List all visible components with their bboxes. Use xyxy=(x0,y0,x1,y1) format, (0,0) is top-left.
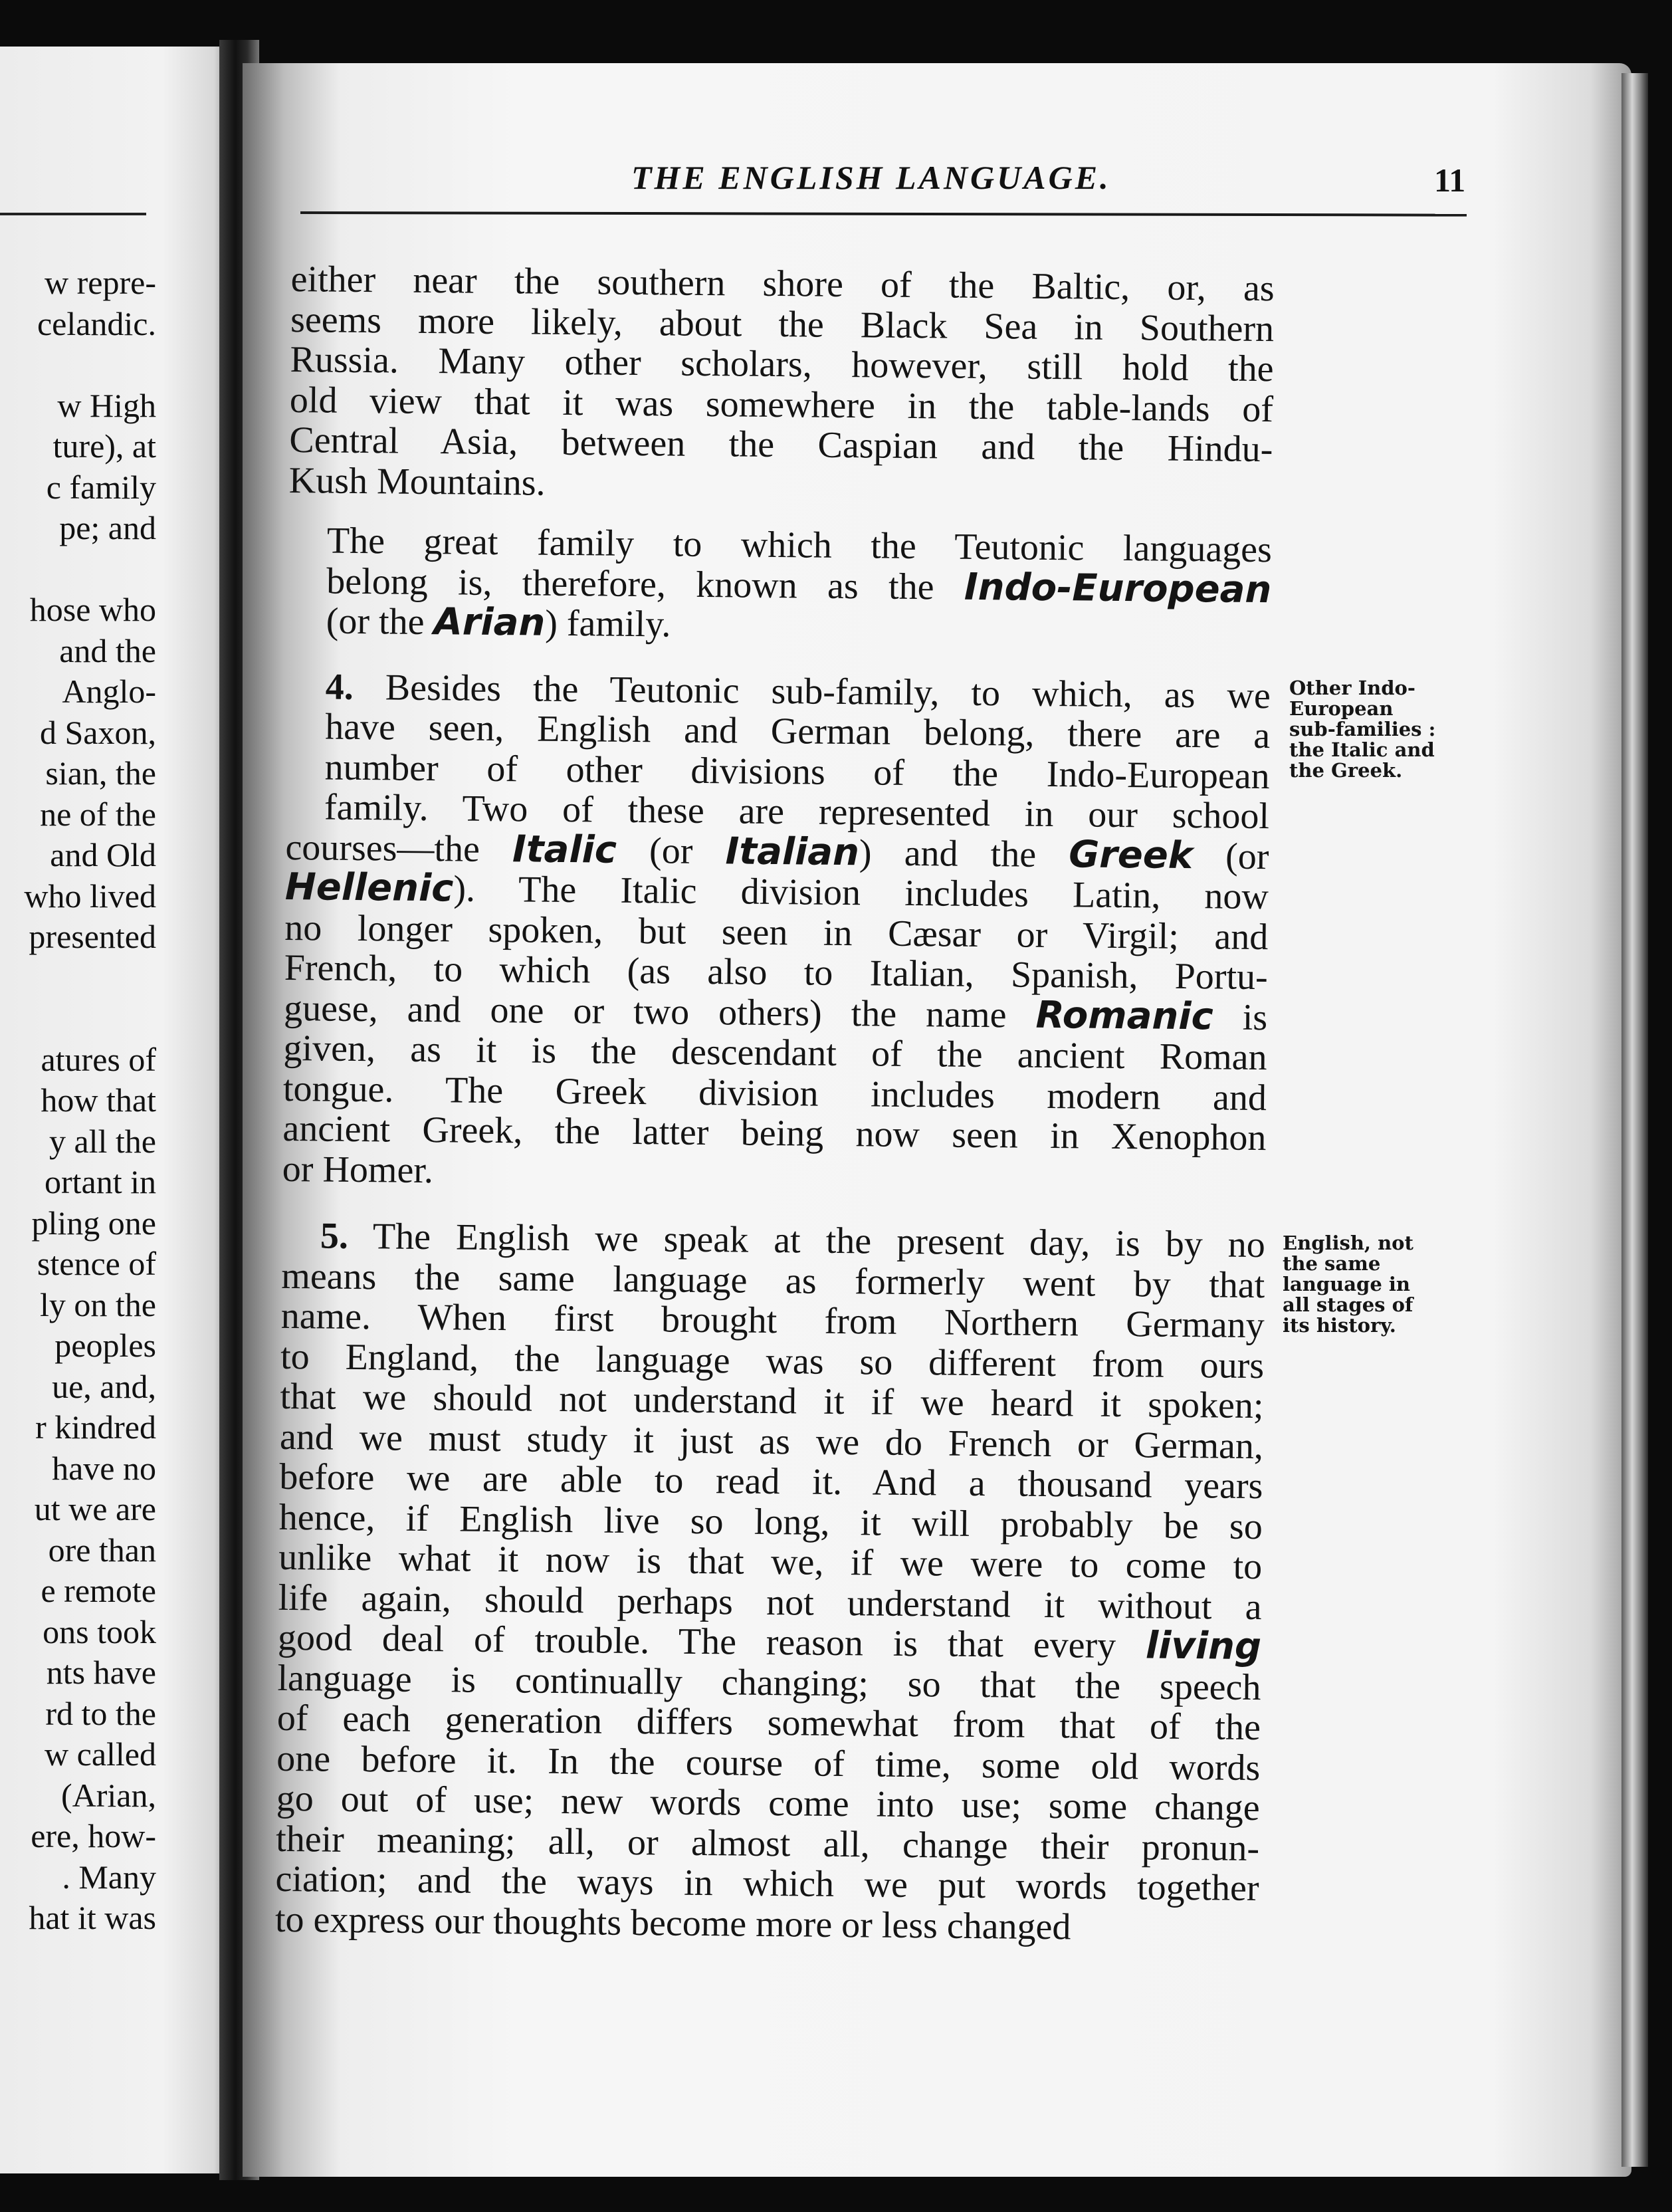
left-page-line: stence of xyxy=(37,1245,156,1282)
left-page-line: w High xyxy=(57,386,156,424)
margin-note-line: the same xyxy=(1283,1252,1381,1275)
text-line: of each generation differs somewhat from that of the xyxy=(276,1697,1261,1749)
left-page-line: how that xyxy=(41,1081,156,1119)
text-line: old view that it was somewhere in the table-lands of xyxy=(289,379,1274,430)
margin-note-line: the Italic and xyxy=(1289,738,1435,761)
term-hellenic: Hellenic xyxy=(284,865,454,911)
text-line: either near the southern shore of the Baltic, or, as xyxy=(290,259,1275,310)
left-page-line: e remote xyxy=(41,1572,156,1609)
text-line: tongue. The Greek division includes modern and xyxy=(282,1067,1267,1119)
text-line: life again, should perhaps not understand it without a xyxy=(278,1577,1262,1628)
text-line: family. Two of these are represented in our school xyxy=(324,786,1270,837)
term-italic: Italic xyxy=(512,827,617,872)
text-line: name. When first brought from Northern Germany xyxy=(280,1295,1265,1347)
text-line: go out of use; new words come into use; some change xyxy=(276,1777,1260,1829)
margin-note-line: its history. xyxy=(1283,1314,1396,1337)
paragraph-continued xyxy=(289,259,1275,510)
left-page-line: ne of the xyxy=(40,795,156,833)
left-page-line: hose who xyxy=(29,591,156,628)
text-line: belong is, therefore, known as the Indo-European xyxy=(326,560,1272,611)
margin-note-line: English, not xyxy=(1283,1232,1413,1254)
left-page-line: c family xyxy=(46,468,156,506)
text-line: given, as it is the descendant of the ancient Roman xyxy=(283,1027,1267,1079)
section-number-5: 5. xyxy=(320,1215,349,1257)
margin-note-english-history xyxy=(1283,1233,1413,1336)
text-line: unlike what it now is that we, if we were to come to xyxy=(278,1536,1263,1588)
margin-note-line: Other Indo- xyxy=(1289,677,1415,699)
text-line: 4. Besides the Teutonic sub-family, to which, as we xyxy=(325,666,1271,717)
left-page-head-rule xyxy=(0,213,146,215)
text-line: that we should not understand it if we heard it spoken; xyxy=(280,1375,1264,1427)
text-line: guese, and one or two others) the name Romanic is xyxy=(283,987,1268,1038)
left-page-line: ly on the xyxy=(40,1285,156,1323)
text-line: The great family to which the Teutonic languages xyxy=(326,520,1273,571)
left-page-line: (Arian, xyxy=(61,1776,156,1814)
section-number-4: 4. xyxy=(325,666,354,708)
text-line: before we are able to read it. And a thousand years xyxy=(279,1456,1263,1507)
paragraph-indo-european xyxy=(287,520,1272,651)
text-line: their meaning; all, or almost all, change their pronun- xyxy=(275,1818,1260,1869)
text-line: good deal of trouble. The reason is that every living xyxy=(277,1616,1262,1669)
left-page-line: ons took xyxy=(43,1612,156,1650)
left-page-line: ortant in xyxy=(44,1163,156,1200)
left-page-line: d Saxon, xyxy=(40,713,156,751)
text-line: Hellenic). The Italic division includes Latin, now xyxy=(284,865,1269,918)
page-number: 11 xyxy=(1434,162,1466,199)
text-line: Kush Mountains. xyxy=(288,459,546,504)
left-page-line: peoples xyxy=(54,1327,156,1364)
left-page-line: y all the xyxy=(49,1122,156,1160)
section-4 xyxy=(282,666,1271,1198)
text-line: hence, if English live so long, it will probably be so xyxy=(278,1496,1263,1547)
text-line: Russia. Many other scholars, however, still hold the xyxy=(290,338,1274,390)
section-5 xyxy=(275,1216,1265,1949)
left-page-line: . Many xyxy=(62,1858,156,1896)
term-romanic: Romanic xyxy=(1035,993,1214,1038)
margin-note-line: all stages of xyxy=(1283,1293,1413,1316)
left-page-line: hat it was xyxy=(29,1899,156,1936)
text-line: 5. The English we speak at the present day, is by no xyxy=(320,1215,1266,1266)
running-head: THE ENGLISH LANGUAGE. xyxy=(631,159,1111,196)
left-page-line: ere, how- xyxy=(31,1817,156,1854)
left-page-line: w repre- xyxy=(45,264,156,301)
text-line: means the same language as formerly went by that xyxy=(281,1255,1265,1306)
margin-note-line: sub-families : xyxy=(1289,718,1436,740)
text-line: or Homer. xyxy=(282,1148,434,1191)
left-page-line: Anglo- xyxy=(62,673,156,710)
text-line: ancient Greek, the latter being now seen in Xenophon xyxy=(282,1107,1267,1159)
text-line: no longer spoken, but seen in Cæsar or Virgil; and xyxy=(284,907,1269,958)
left-page-line: celandic. xyxy=(37,304,156,342)
term-indo-european: Indo-European xyxy=(964,565,1272,611)
term-greek: Greek xyxy=(1068,832,1194,877)
text-line: number of other divisions of the Indo-European xyxy=(324,746,1270,797)
left-page-line: atures of xyxy=(41,1040,156,1078)
left-page-line: w called xyxy=(45,1735,156,1773)
left-page-line: sian, the xyxy=(45,754,156,792)
left-page-line: pe; and xyxy=(59,509,156,546)
text-line: language is continually changing; so that the speech xyxy=(277,1657,1261,1708)
term-living: living xyxy=(1145,1624,1262,1669)
text-line: have seen, English and German belong, there are a xyxy=(324,706,1271,757)
left-page-line: rd to the xyxy=(45,1694,156,1732)
text-line: one before it. In the course of time, some old words xyxy=(276,1737,1261,1789)
left-page-line: and the xyxy=(59,631,156,669)
text-line: and we must study it just as we do French or German, xyxy=(279,1416,1264,1467)
left-page-line: presented xyxy=(29,918,156,955)
facing-left-page xyxy=(0,47,233,2173)
text-line: to express our thoughts become more or less changed xyxy=(274,1898,1071,1947)
left-page-line: ore than xyxy=(48,1531,156,1569)
left-page-line: ue, and, xyxy=(52,1367,156,1405)
text-line: French, to which (as also to Italian, Spanish, Portu- xyxy=(284,946,1268,998)
text-line: seems more likely, about the Black Sea in Southern xyxy=(290,298,1275,350)
left-page-line: ture), at xyxy=(52,427,156,465)
text-line: (or the Arian) family. xyxy=(326,600,671,645)
margin-note-line: European xyxy=(1289,697,1394,720)
margin-note-line: the Greek. xyxy=(1289,759,1403,782)
text-line: to England, the language was so different from ours xyxy=(280,1335,1265,1386)
margin-note-line: language in xyxy=(1283,1273,1410,1295)
text-line: Central Asia, between the Caspian and the Hindu- xyxy=(289,419,1273,471)
left-page-line: nts have xyxy=(46,1654,156,1691)
body-text xyxy=(275,259,1275,1949)
term-arian: Arian xyxy=(433,600,546,645)
left-page-line: have no xyxy=(52,1449,156,1487)
text-line: ciation; and the ways in which we put words together xyxy=(275,1858,1259,1910)
margin-note-sub-families xyxy=(1289,678,1435,781)
left-page-line: who lived xyxy=(24,877,156,915)
left-page-line: and Old xyxy=(50,836,156,873)
left-page-line: ut we are xyxy=(34,1490,156,1527)
text-line: courses—the Italic (or Italian) and the Greek (or xyxy=(285,826,1269,877)
term-italian: Italian xyxy=(725,829,860,874)
page-edge xyxy=(1621,73,1648,2167)
left-page-line: pling one xyxy=(31,1204,156,1242)
left-page-line: r kindred xyxy=(35,1408,156,1446)
